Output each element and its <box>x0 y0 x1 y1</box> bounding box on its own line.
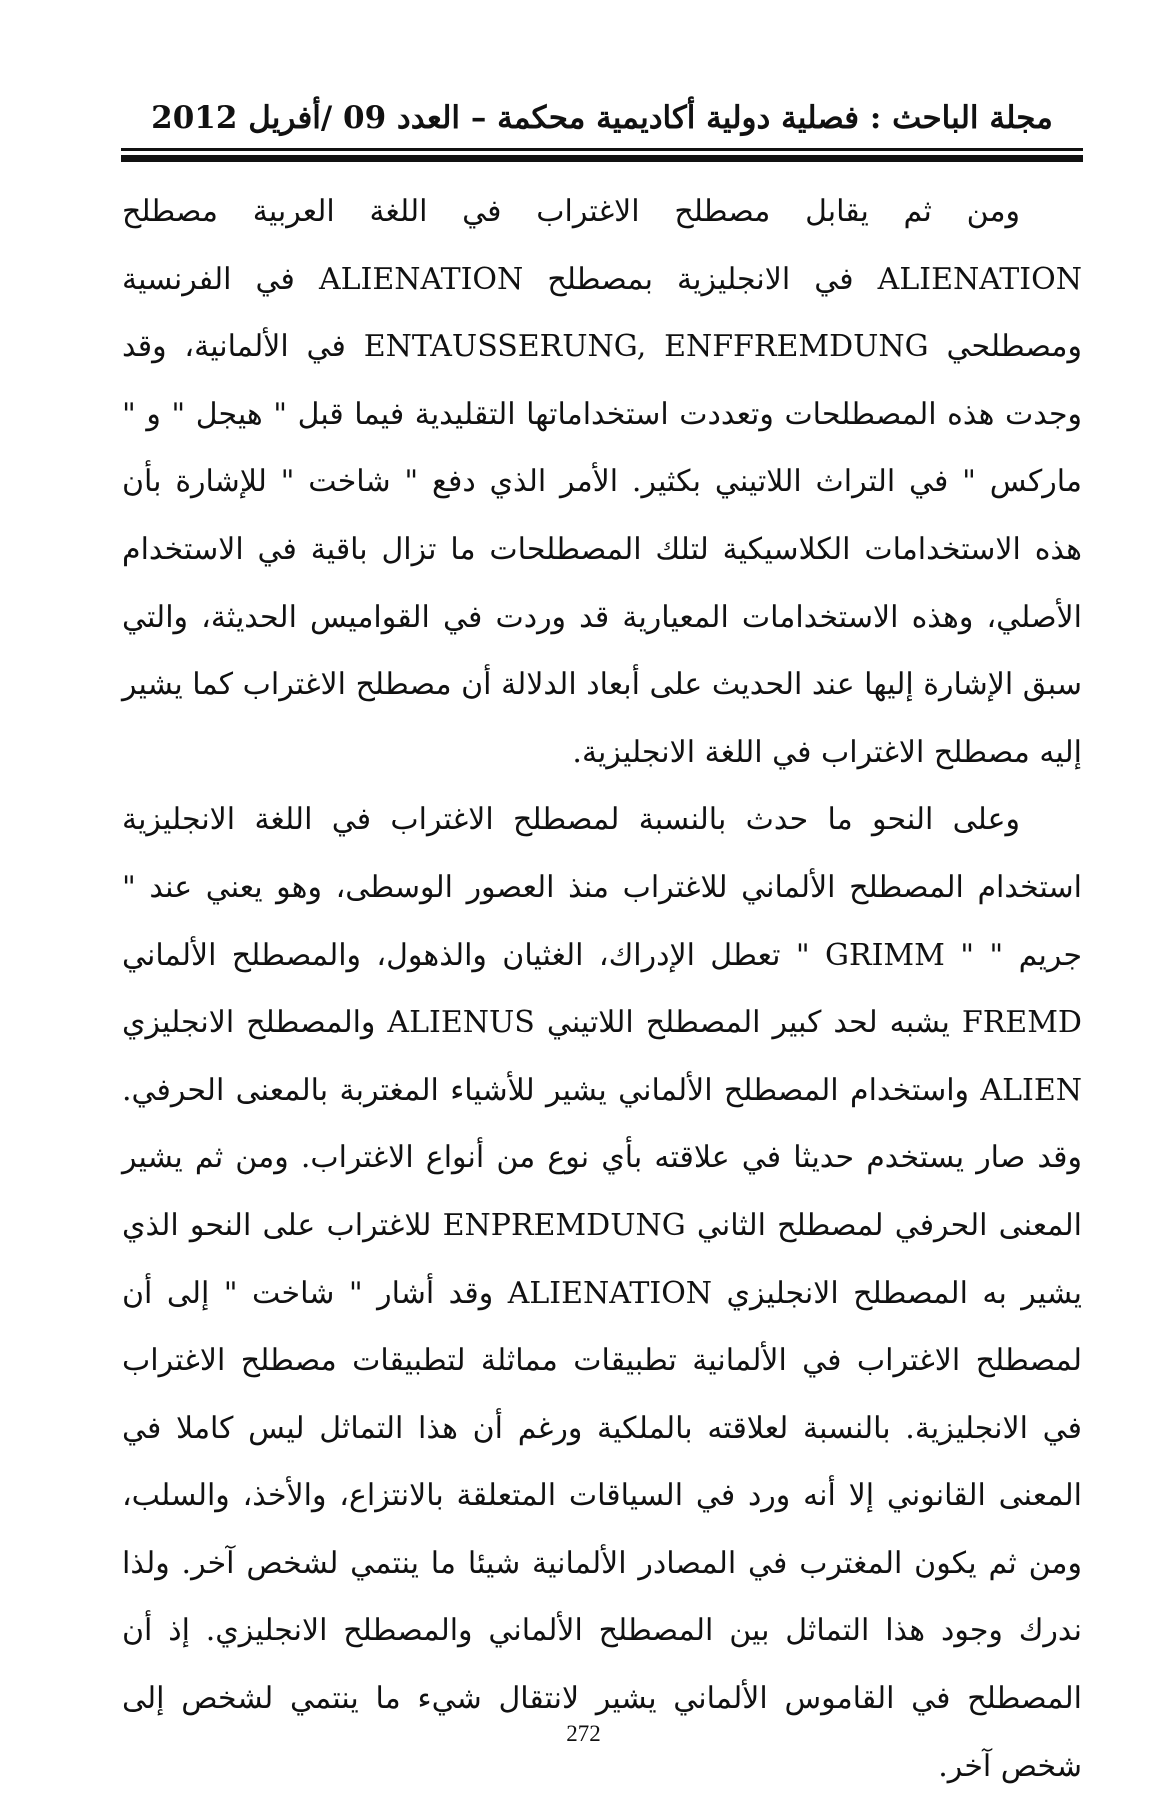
header-rule-thin <box>121 148 1083 151</box>
header-rule-thick <box>121 155 1083 162</box>
paragraph: وعلى النحو ما حدث بالنسبة لمصطلح الاغتراب في اللغة الانجليزية استخدام المصطلح الألماني للاغتراب منذ العصور الوسطى، وهو يعني عند " جريم " " GRIMM " تعطل الإدراك، الغثيان والذهول، والمصطلح الألماني FREMD يشبه لحد كبير المصطلح اللاتيني ALIENUS والمصطلح الانجليزي ALIEN واستخدام المصطلح الألماني يشير للأشياء المغتربة بالمعنى الحرفي. وقد صار يستخدم حديثا في علاقته بأي نوع من أنواع الاغتراب. ومن ثم يشير المعنى الحرفي لمصطلح الثاني ENPREMDUNG للاغتراب على النحو الذي يشير به المصطلح الانجليزي ALIENATION وقد أشار " شاخت " إلى أن لمصطلح الاغتراب في الألمانية تطبيقات مماثلة لتطبيقات مصطلح الاغتراب في الانجليزية. بالنسبة لعلاقته بالملكية ورغم أن هذا التماثل ليس كاملا في المعنى القانوني إلا أنه ورد في السياقات المتعلقة بالانتزاع، والأخذ، والسلب، ومن ثم يكون المغترب في المصادر الألمانية شيئا ما ينتمي لشخص آخر. ولذا ندرك وجود هذا التماثل بين المصطلح الألماني والمصطلح الانجليزي. إذ أن المصطلح في القاموس الألماني يشير لانتقال شيء ما ينتمي لشخص إلى شخص آخر. <box>122 802 1083 1784</box>
page-number: 272 <box>566 1721 601 1746</box>
article-body <box>122 178 1082 1800</box>
journal-header: مجلة الباحث : فصلية دولية أكاديمية محكمة – العدد 09 /أفريل 2012 <box>151 100 1053 136</box>
paragraph: ومن ثم يقابل مصطلح الاغتراب في اللغة العربية مصطلح ALIENATION في الانجليزية بمصطلح ALIENATION في الفرنسية ومصطلحي ENTAUSSERUNG, ENFFREMDUNG في الألمانية، وقد وجدت هذه المصطلحات وتعددت استخداماتها التقليدية فيما قبل " هيجل " و " ماركس " في التراث اللاتيني بكثير. الأمر الذي دفع " شاخت " للإشارة بأن هذه الاستخدامات الكلاسيكية لتلك المصطلحات ما تزال باقية في الاستخدام الأصلي، وهذه الاستخدامات المعيارية قد وردت في القواميس الحديثة، والتي سبق الإشارة إليها عند الحديث على أبعاد الدلالة أن مصطلح الاغتراب كما يشير إليه مصطلح الاغتراب في اللغة الانجليزية. <box>122 194 1082 770</box>
